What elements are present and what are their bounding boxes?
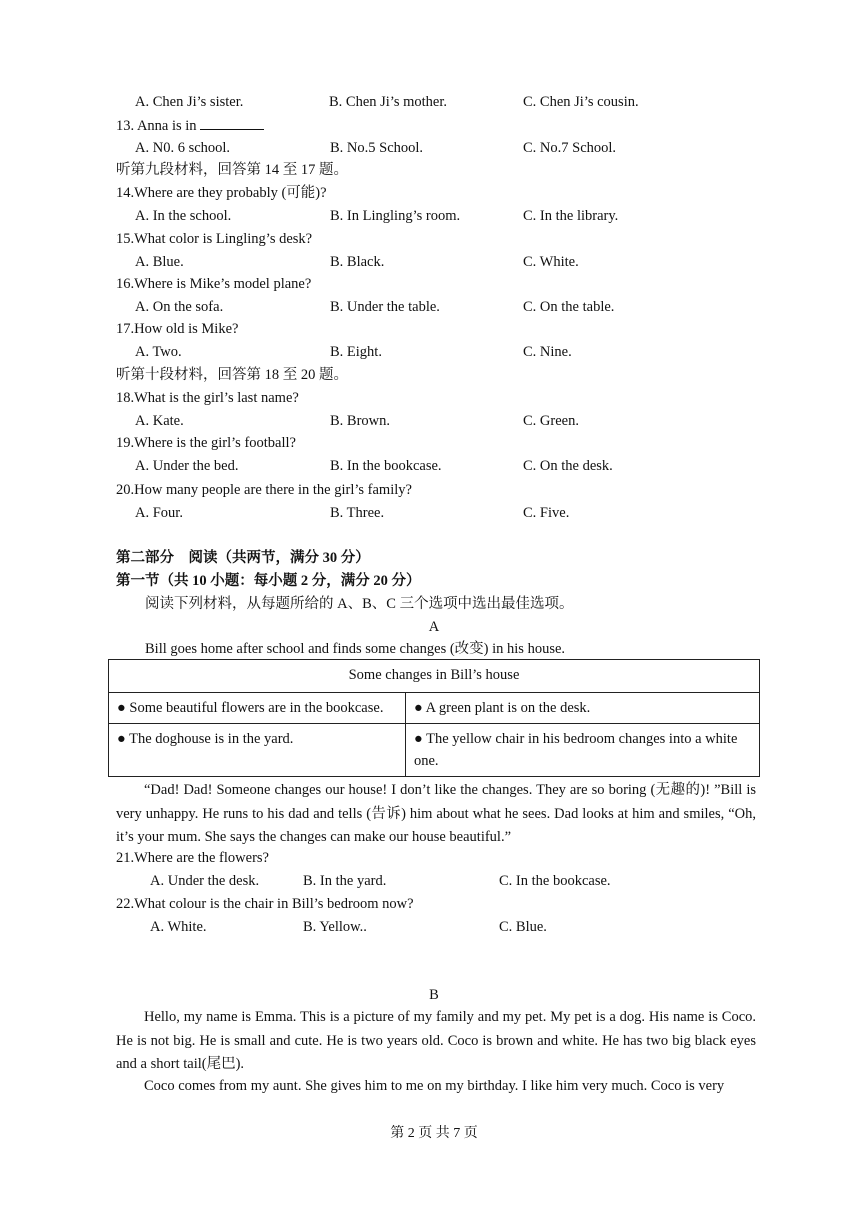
q14-option-c: C. In the library.: [523, 208, 619, 224]
q22-question: 22.What colour is the chair in Bill’s bedroom now?: [116, 896, 414, 912]
q19-option-a: A. Under the bed.: [135, 458, 239, 474]
q16-option-b: B. Under the table.: [330, 299, 440, 315]
q19-option-c: C. On the desk.: [523, 458, 613, 474]
q13-option-b: B. No.5 School.: [330, 140, 424, 156]
change-item: ● Some beautiful flowers are in the bookcase.: [109, 693, 406, 724]
q15-option-b: B. Black.: [330, 254, 385, 270]
q16-option-a: A. On the sofa.: [135, 299, 224, 315]
q14-option-b: B. In Lingling’s room.: [330, 208, 461, 224]
passage-b-paragraph-2: Coco comes from my aunt. She gives him to me on my birthday. I like him very much. Coco is very: [144, 1078, 725, 1094]
q16-option-c: C. On the table.: [523, 299, 615, 315]
q17-option-c: C. Nine.: [523, 344, 572, 360]
changes-table: [108, 659, 760, 777]
q18-option-a: A. Kate.: [135, 413, 184, 429]
q21-option-b: B. In the yard.: [303, 873, 387, 889]
section1-heading: 第一节（共 10 小题：每小题 2 分，满分 20 分）: [116, 573, 421, 589]
q14-option-a: A. In the school.: [135, 208, 232, 224]
answer-blank: [200, 115, 264, 130]
q13-option-c: C. No.7 School.: [523, 140, 617, 156]
q22-option-a: A. White.: [150, 919, 207, 935]
q15-option-c: C. White.: [523, 254, 579, 270]
q21-question: 21.Where are the flowers?: [116, 850, 269, 866]
q20-option-b: B. Three.: [330, 505, 385, 521]
q22-option-b: B. Yellow..: [303, 919, 367, 935]
changes-table-title: Some changes in Bill’s house: [109, 660, 760, 693]
q13-question: 13. Anna is in: [116, 115, 264, 136]
q12-option-c: C. Chen Ji’s cousin.: [523, 94, 639, 110]
passage-a-story: “Dad! Dad! Someone changes our house! I don’t like the changes. They are so boring (无趣的)! ”Bill is very unhappy. He runs to his dad and tells (告诉) him about what he sees. Dad looks at him and smiles, “Oh, it’s your mum. She says the changes can make our house beautiful.”: [116, 782, 756, 845]
q17-question: 17.How old is Mike?: [116, 321, 239, 337]
q17-option-a: A. Two.: [135, 344, 182, 360]
q13-option-a: A. N0. 6 school.: [135, 140, 231, 156]
q21-option-a: A. Under the desk.: [150, 873, 260, 889]
passage-b-letter: B: [429, 987, 439, 1003]
q21-option-c: C. In the bookcase.: [499, 873, 611, 889]
q15-question: 15.What color is Lingling’s desk?: [116, 231, 313, 247]
q18-option-b: B. Brown.: [330, 413, 391, 429]
q20-question: 20.How many people are there in the girl’s family?: [116, 482, 412, 498]
change-item: ● A green plant is on the desk.: [406, 693, 760, 724]
q12-option-b: B. Chen Ji’s mother.: [329, 94, 448, 110]
q15-option-a: A. Blue.: [135, 254, 184, 270]
q19-question: 19.Where is the girl’s football?: [116, 435, 296, 451]
passage-a-intro: Bill goes home after school and finds some changes (改变) in his house.: [145, 641, 566, 657]
change-item: ● The doghouse is in the yard.: [109, 724, 406, 777]
q20-option-a: A. Four.: [135, 505, 183, 521]
section9-heading: 听第九段材料，回答第 14 至 17 题。: [116, 162, 348, 178]
q19-option-b: B. In the bookcase.: [330, 458, 442, 474]
passage-b-paragraph-1: Hello, my name is Emma. This is a picture of my family and my pet. My pet is a dog. His name is Coco. He is not big. He is small and cute. He is two years old. Coco is brown and white. He has two big black eyes and a short tail(尾巴).: [116, 1009, 756, 1072]
q16-question: 16.Where is Mike’s model plane?: [116, 276, 312, 292]
part2-heading: 第二部分 阅读（共两节，满分 30 分）: [116, 550, 370, 566]
q22-option-c: C. Blue.: [499, 919, 547, 935]
change-item: ● The yellow chair in his bedroom changes into a white one.: [406, 724, 760, 777]
q14-question: 14.Where are they probably (可能)?: [116, 185, 327, 201]
passage-a-letter: A: [428, 619, 440, 635]
q18-question: 18.What is the girl’s last name?: [116, 390, 299, 406]
q20-option-c: C. Five.: [523, 505, 570, 521]
page-footer: 第 2 页 共 7 页: [390, 1126, 478, 1141]
reading-instructions: 阅读下列材料，从每题所给的 A、B、C 三个选项中选出最佳选项。: [145, 596, 574, 612]
q17-option-b: B. Eight.: [330, 344, 382, 360]
section10-heading: 听第十段材料，回答第 18 至 20 题。: [116, 367, 348, 383]
q12-option-a: A. Chen Ji’s sister.: [135, 94, 244, 110]
q18-option-c: C. Green.: [523, 413, 579, 429]
